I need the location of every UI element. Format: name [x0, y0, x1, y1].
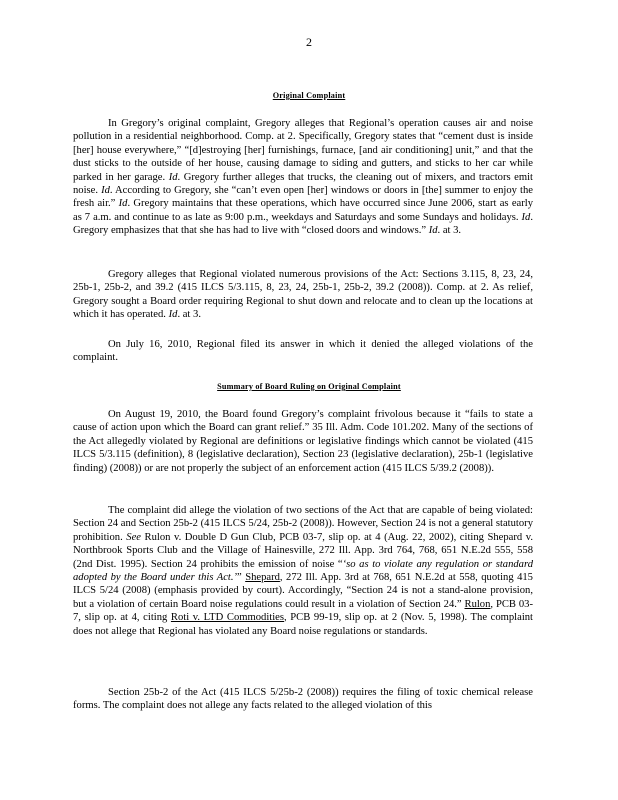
italic-text: Id: [168, 309, 178, 321]
italic-text: Id: [521, 211, 531, 223]
text-run: . Gregory further alleges that trucks, the cleaning out of mixers, and tractors emit noise.: [73, 171, 534, 197]
underlined-text: Shepard: [245, 572, 280, 584]
text-run: The complaint did allege the violation of two sections of the Act that are capable of being violated: Section 24 and Section 25b-2 (415 ILCS 5/24, 25b-2 (2008)). However, Section 24 is not a general statutory prohibition.: [73, 505, 533, 543]
italic-text: Id: [118, 198, 128, 210]
italic-text: See: [126, 531, 141, 543]
text-run: , PCB 99-19, slip op. at 2 (Nov. 5, 1998). The complaint does not allege that Regional has violated any Board noise regulations or standards.: [73, 612, 533, 637]
text-run: In Gregory’s original complaint, Gregory alleges that Regional’s operation causes air and noise pollution in a residential neighborhood. Comp. at 2. Specifically, Gregory states that “cement dust is inside [her] house everywhere,” “[d]estroying [her] furnishings, furnace, [and air conditioning] unit,” and that the dust sticks to the outside of her house, causing damage to siding and gutters, and sticks to her car while parked in her garage.: [73, 118, 533, 183]
text-run: , 272 Ill. App. 3rd at 768, 651 N.E.2d at 558, quoting 415 ILCS 5/24 (2008) (emphasis provided by court). Accordingly, “Section 24 is not a stand-alone provision, but a violation of certain Board noise regulations could result in a violation of Section 24.”: [73, 572, 533, 610]
text-run: On July 16, 2010, Regional filed its answer in which it denied the alleged violations of the complaint.: [73, 339, 533, 364]
underlined-text: Roti v. LTD Commodities: [170, 612, 284, 624]
text-run: . Gregory maintains that these operations, which have occurred since June 2006, start as early as 7 a.m. and continue to as late as 9:00 p.m., weekdays and Saturdays and some Sundays and holidays.: [73, 198, 533, 223]
italic-text: ‘so as to violate any regulation or standard adopted by the Board under this Act.’: [73, 558, 533, 584]
paragraph-noise-sections: [73, 504, 533, 638]
italic-text: Id: [428, 225, 438, 237]
paragraph-answer-filed: [73, 338, 533, 365]
text-run: . Gregory emphasizes that that she has had to live with “closed doors and windows.”: [73, 211, 533, 237]
text-run: Section 25b-2 of the Act (415 ILCS 5/25b-2 (2008)) requires the filing of toxic chemical release forms. The complaint does not allege any facts related to the alleged violation of this: [73, 687, 533, 712]
heading-original-complaint: Original Complaint: [272, 91, 346, 100]
text-run: . at 3.: [177, 309, 201, 321]
heading-summary-ruling: Summary of Board Ruling on Original Complaint: [217, 382, 401, 391]
underlined-text: Rulon: [464, 598, 491, 610]
text-run: Gregory alleges that Regional violated numerous provisions of the Act: Sections 3.115, 8, 23, 24, 25b-1, 25b-2, and 39.2 (415 ILCS 5/3.115, 8, 23, 24, 25b-1, 25b-2, 39.2 (2008)). Comp. at 2. As relief, Gregory sought a Board order requiring Regional to shut down and relocate and to clean up the locations at which it has operated.: [73, 269, 533, 321]
text-run: Rulon v. Double D Gun Club, PCB 03-7, slip op. at 4 (Aug. 22, 2002), citing Shepard v. Northbrook Sports Club and the Village of Hainesville, 272 Ill. App. 3rd 764, 768, 651 N.E.2d 555, 558 (2nd Dist. 1995). Section 24 prohibits the emission of noise “: [73, 531, 533, 570]
text-run: ”: [237, 572, 246, 584]
paragraph-section-25b2: [73, 686, 533, 713]
text-run: On August 19, 2010, the Board found Gregory’s complaint frivolous because it “fails to state a cause of action upon which the Board can grant relief.” 35 Ill. Adm. Code 101.202. Many of the sections of the Act allegedly violated by Regional are definitions or legislative findings which cannot be violated (415 ILCS 5/3.115 (definition), 8 (legislative declaration), Section 23 (legislative declaration), 25b-1 (legislative finding) (2008)) or are not properly the subject of an enforcement action (415 ILCS 5/39.2 (2008)).: [73, 409, 533, 474]
text-run: , PCB 03-7, slip op. at 4, citing: [73, 598, 534, 624]
italic-text: Id: [101, 185, 110, 197]
paragraph-alleged-violations: [73, 268, 533, 322]
paragraph-board-ruling: [73, 408, 533, 475]
page-number: 2: [306, 35, 312, 49]
text-run: . at 3.: [437, 225, 462, 237]
italic-text: Id: [168, 171, 178, 183]
text-run: . According to Gregory, she “can’t even open [her] windows or doors in [the] summer to enjoy the fresh air.”: [73, 185, 533, 210]
paragraph-original-complaint: [73, 117, 533, 238]
